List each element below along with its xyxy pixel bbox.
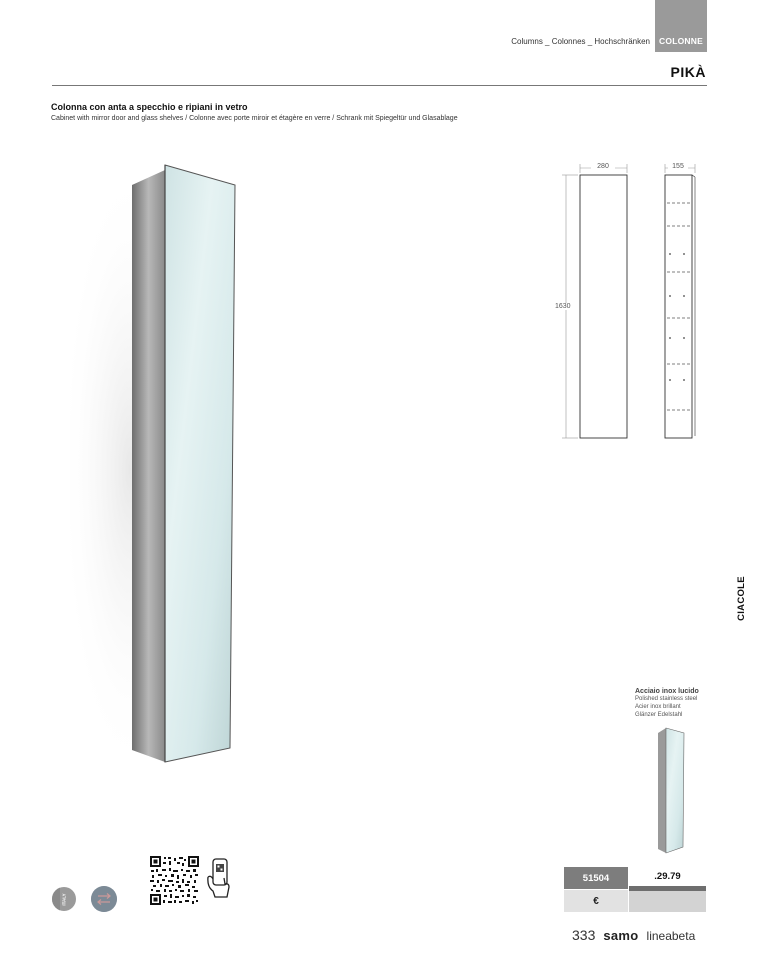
product-price: .29.79 — [629, 867, 706, 886]
dimension-drawing — [550, 158, 710, 448]
page-footer — [572, 927, 695, 943]
product-code: 51504 — [564, 867, 628, 889]
dimension-depth-label: 155 — [668, 163, 688, 170]
category-breadcrumb: Columns _ Colonnes _ Hochschränken — [511, 37, 650, 46]
smartphone-hand-icon — [205, 857, 233, 899]
product-title: Colonna con anta a specchio e ripiani in vetro — [51, 102, 248, 112]
product-main-image — [70, 150, 270, 780]
finish-line-de: Glänzer Edelstahl — [635, 712, 683, 718]
finish-info — [635, 688, 715, 719]
dimension-width-label: 280 — [591, 163, 615, 170]
collection-title: PIKÀ — [670, 64, 706, 80]
price-empty-cell — [629, 891, 706, 912]
section-tab[interactable]: COLONNE — [655, 0, 707, 52]
product-subtitle: Cabinet with mirror door and glass shelves / Colonne avec porte miroir et étagère en verre / Schrank mit Spiegeltür und Glasablage — [51, 115, 458, 122]
side-collection-label — [726, 568, 756, 628]
cabinet-side-panel — [132, 170, 165, 762]
qr-code-icon[interactable] — [150, 856, 199, 905]
exchange-arrows-icon — [91, 886, 117, 912]
header-divider — [52, 85, 707, 86]
dimension-height-label: 1630 — [555, 303, 571, 310]
finish-line-en: Polished stainless steel — [635, 696, 698, 702]
currency-symbol: € — [564, 890, 628, 912]
page-number: 333 — [572, 927, 596, 943]
finish-title: Acciaio inox lucido — [635, 688, 699, 695]
side-label-text: CIACOLE — [735, 575, 747, 621]
finish-line-fr: Acier inox brillant — [635, 704, 681, 710]
italy-badge-text: ITALY — [61, 892, 67, 906]
product-thumbnail — [652, 725, 692, 857]
mirror-door — [165, 165, 235, 762]
sub-brand: lineabeta — [646, 929, 696, 943]
italy-badge-icon — [52, 887, 76, 911]
brand-logo: samo — [603, 928, 639, 943]
